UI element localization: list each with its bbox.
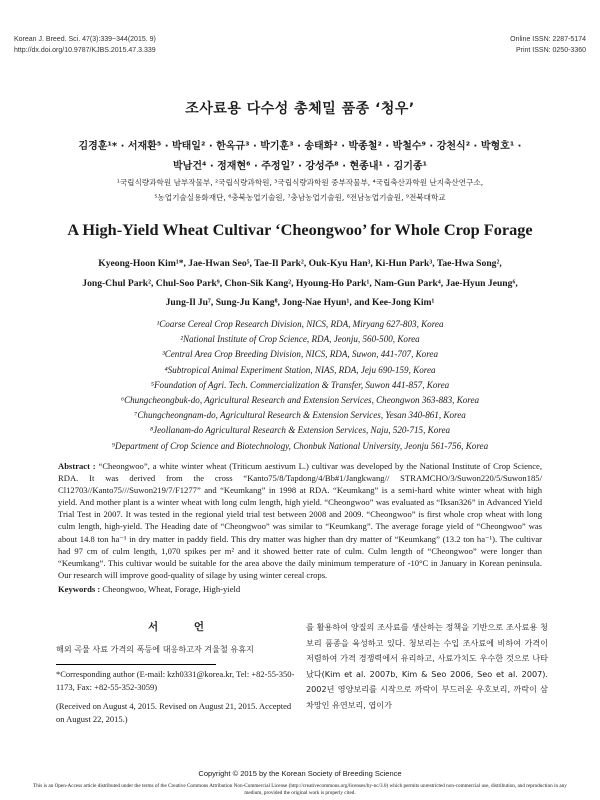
copyright-line: Copyright © 2015 by the Korean Society of Breeding Science (198, 769, 402, 778)
english-authors-line-2: Jong-Chul Park², Chul-Soo Park⁹, Chon-Sik Kang², Hyoung-Ho Park¹, Nam-Gun Park⁴, Jae-Hyun Jeung⁶, (82, 278, 518, 289)
affiliation-6: ⁶Chungcheongbuk-do, Agricultural Research and Extension Services, Cheongwon 363-883, Korea (120, 395, 480, 406)
affiliation-3: ³Central Area Crop Breeding Division, NICS, RDA, Suwon, 441-707, Korea (161, 349, 439, 360)
abstract-text: “Cheongwoo”, a white winter wheat (Triticum aestivum L.) cultivar was developed by the National Institute of Crop Science, RDA. It was derived from the cross “Kanto75/8/Tapdong/4/Bb#1/Jangkwang// STRAMCHO/3/Suwon220/5/Suwon185/ Cl12703//Kanto75///Suwon219/7/F1277” and “Keumkang” in 1998 at RDA. “Keumkang” is a semi-hard white winter wheat with high yield. And mother plant is a winter wheat with long culm length, high yield. “Cheongwoo” was evaluated as “Iksan326” in Advanced Yield Trial Test in 2007. It was tested in the regional yield trial test between 2008 and 2009. “Cheongwoo” is first whole crop wheat with long culm length, high-yield. The Heading date of “Cheongwoo” was similar to “Keumkang”. The average forage yield of “Cheongwoo” was about 14.8 ton ha⁻¹ in dry matter in paddy field. This dry matter was higher than dry matter of “Keumkang” (13.2 ton ha⁻¹). The cultivar had 97 cm of culm length, 1,070 spikes per m² and it showed better rate of culm. Culm length of “Cheongwoo” were longer than “Keumkang”. This cultivar would be suitable for the area above the daily minimum temperature of -10°C in January in Korean peninsula. Our research will improve good-quality of silage by using winter cereal crops. (58, 461, 543, 580)
keywords-label: Keywords : (58, 584, 101, 594)
affiliation-7: ⁷Chungcheongnam-do, Agricultural Research & Extension Services, Yesan 340-861, Korea (134, 410, 466, 421)
abstract (58, 460, 542, 581)
footnote-divider (56, 664, 216, 665)
introduction-heading: 서 언 (148, 621, 220, 633)
right-column (306, 620, 548, 713)
introduction-text-right: 를 활용하여 양질의 조사료를 생산하는 정책을 기반으로 조사료용 청보리 품종을 육성하고 있다. 청보리는 수입 조사료에 비하여 가격이 저렴하여 가격 경쟁력에서 유리하고, 사료가치도 우수한 것으로 나타났다(Kim et al. 2007b, Kim & Seo 2006, Seo et al. 2007). 2002년 영양보리를 시작으로 까락이 부드러운 우호보리, 까락이 삼차망인 유연보리, 엽이가 (306, 622, 548, 710)
affiliation-9: ⁹Department of Crop Science and Biotechnology, Chonbuk National University, Jeonju 561-756, Korea (111, 440, 489, 451)
affiliation-5: ⁵Foundation of Agri. Tech. Commercialization & Transfer, Suwon 441-857, Korea (150, 379, 450, 390)
korean-authors-line-1: 김경훈¹* · 서재환⁵ · 박태일² · 한옥규³ · 박기훈³ · 송태화² · 박종철² · 박철수⁹ · 강천식² · 박형호¹ · (78, 141, 522, 152)
journal-citation: Korean J. Breed. Sci. 47(3):339~344(2015. 9) (14, 36, 156, 43)
abstract-label: Abstract : (58, 461, 96, 471)
doi-link[interactable]: http://dx.doi.org/10.9787/KJBS.2015.47.3.339 (14, 47, 156, 54)
korean-affiliations-line-1: ¹국립식량과학원 남부작물부, ²국립식량과학원, ³국립식량과학원 중부작물부, ⁴국립축산과학원 난지축산연구소, (116, 178, 484, 187)
left-column (56, 620, 296, 726)
journal-header-left (14, 34, 156, 56)
affiliation-2: ²National Institute of Crop Science, RDA, Jeonju, 560-500, Korea (180, 334, 420, 345)
license-notice: This is an Open-Access article distributed under the terms of the Creative Commons Attribution Non-Commercial License (http://creativecommons.org/licenses/by-nc/3.0) which permits unrestricted non-commercial use, distribution, and reproduction in any medium, provided the original work is properly cited. (33, 783, 567, 796)
english-title: A High-Yield Wheat Cultivar ‘Cheongwoo’ for Whole Crop Forage (67, 220, 533, 239)
english-affiliations (40, 317, 560, 454)
english-authors-line-3: Jung-Il Ju⁷, Sung-Ju Kang⁸, Jong-Nae Hyun¹, and Kee-Jong Kim¹ (165, 297, 435, 308)
corresponding-author-footnote: *Corresponding author (E-mail: kzh0331@korea.kr, Tel: +82-55-350-1173, Fax: +82-55-352-3059) (56, 669, 295, 692)
korean-affiliations-line-2: ⁵농업기술실용화재단, ⁶충북농업기술원, ⁷충남농업기술원, ⁸전남농업기술원, ⁹전북대학교 (154, 193, 446, 202)
affiliation-4: ⁴Subtropical Animal Experiment Station, NIAS, RDA, Jeju 690-159, Korea (164, 364, 436, 375)
introduction-text-left: 해외 곡물 사료 가격의 폭등에 대응하고자 겨울철 유휴지 (56, 643, 254, 654)
affiliation-1: ¹Coarse Cereal Crop Research Division, NICS, RDA, Miryang 627-803, Korea (156, 319, 444, 329)
korean-authors-line-2: 박남건⁴ · 정재현⁶ · 주정일⁷ · 강성주⁸ · 현종내¹ · 김기종¹ (173, 161, 427, 172)
affiliation-8: ⁸Jeollanam-do Agricultural Research & Extension Services, Naju, 520-715, Korea (149, 425, 451, 436)
english-authors-line-1: Kyeong-Hoon Kim¹*, Jae-Hwan Seo⁵, Tae-Il Park², Ouk-Kyu Han³, Ki-Hun Park³, Tae-Hwa Song², (98, 258, 502, 269)
keywords (58, 584, 240, 594)
print-issn: Print ISSN: 0250-3360 (515, 47, 586, 54)
journal-header-right (510, 34, 586, 56)
received-dates-footnote: (Received on August 4, 2015. Revised on August 21, 2015. Accepted on August 22, 2015.) (56, 701, 292, 724)
online-issn: Online ISSN: 2287-5174 (510, 36, 586, 43)
korean-title: 조사료용 다수성 총체밀 품종 ‘청우’ (185, 101, 415, 117)
keywords-text: Cheongwoo, Wheat, Forage, High-yield (102, 584, 241, 594)
